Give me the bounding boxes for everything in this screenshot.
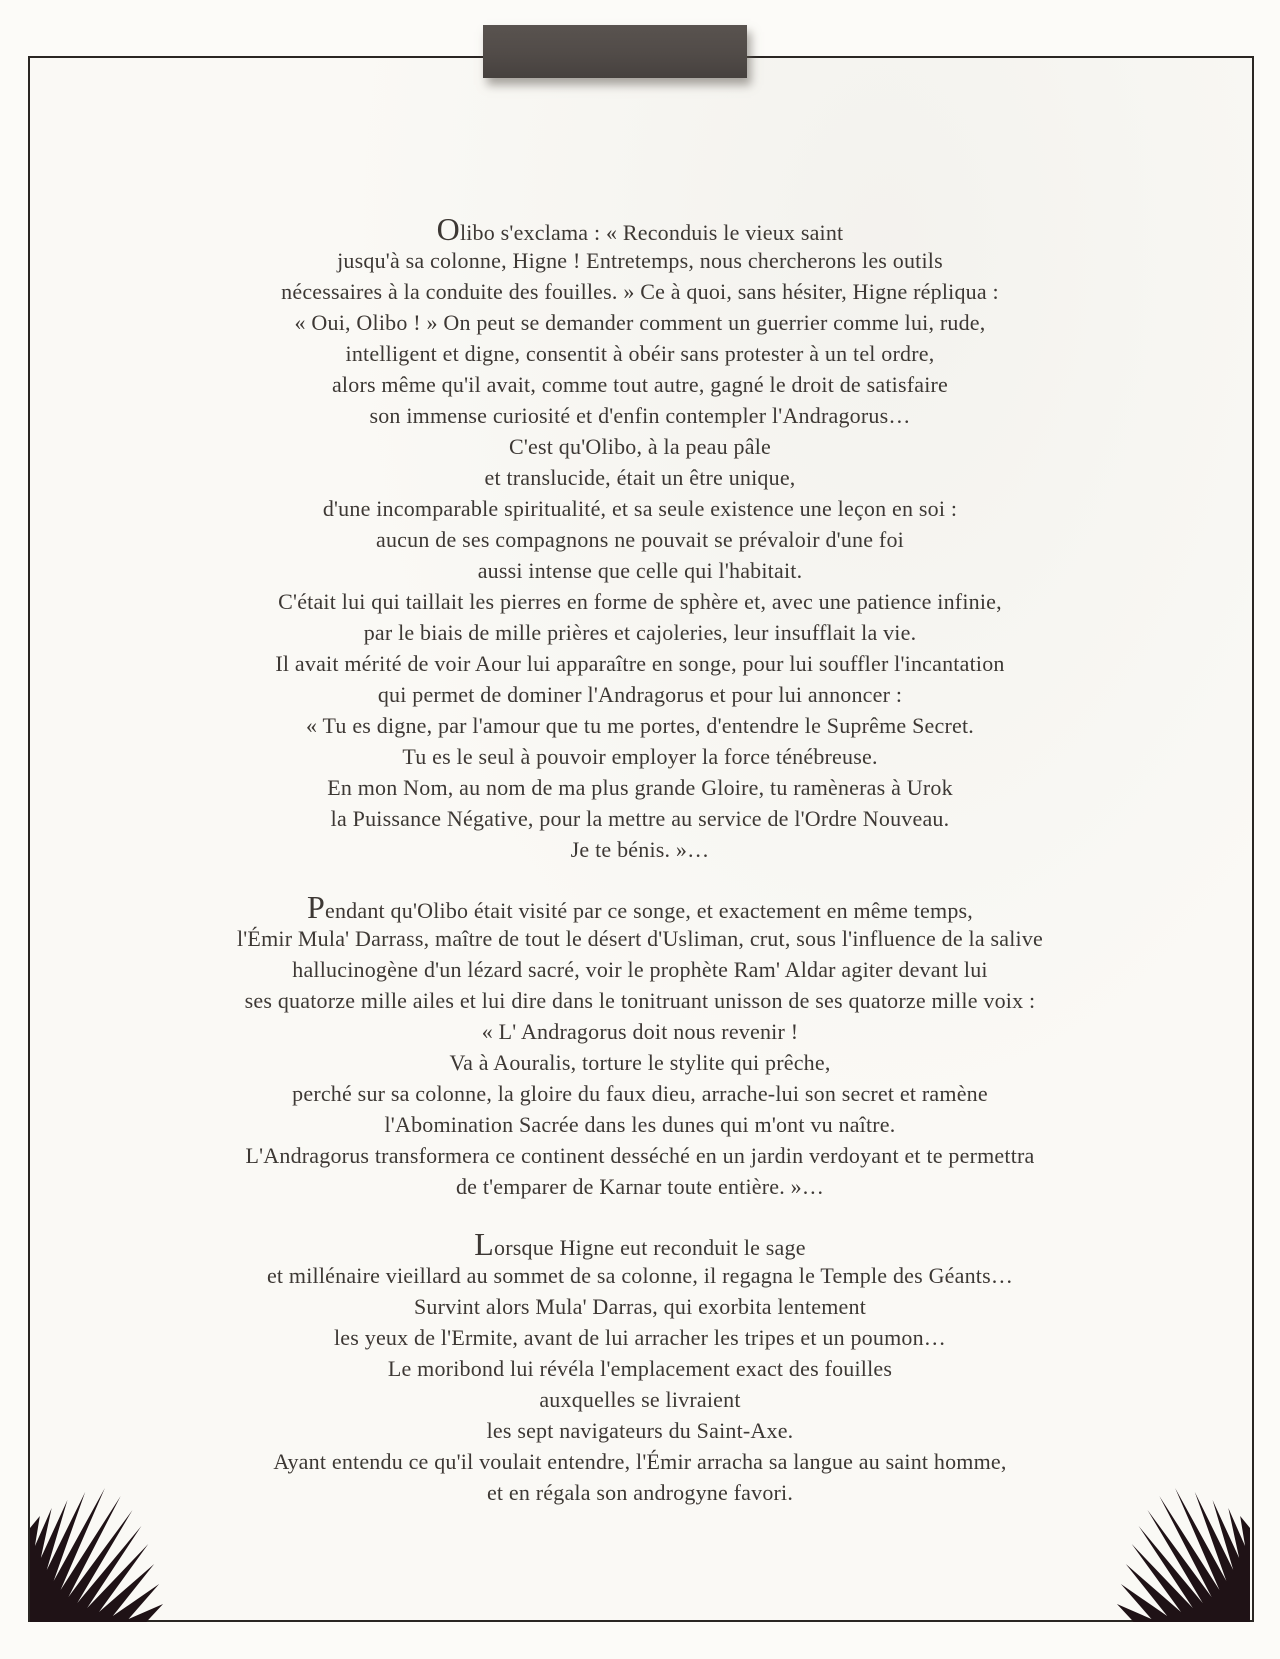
text-line: « L' Andragorus doit nous revenir ! — [481, 1019, 799, 1044]
text-line: l'Abomination Sacrée dans les dunes qui m'ont vu naître. — [384, 1112, 896, 1137]
text-line: de t'emparer de Karnar toute entière. »… — [455, 1174, 825, 1199]
drop-cap: O — [436, 211, 460, 247]
text-line: Le moribond lui révéla l'emplacement exact des fouilles — [387, 1356, 893, 1381]
text-line: et translucide, était un être unique, — [484, 465, 796, 490]
text-line: intelligent et digne, consentit à obéir sans protester à un tel ordre, — [345, 341, 935, 366]
text-line: les yeux de l'Ermite, avant de lui arracher les tripes et un poumon… — [334, 1325, 946, 1350]
text-line: En mon Nom, au nom de ma plus grande Gloire, tu ramèneras à Urok — [327, 775, 953, 800]
text-line: jusqu'à sa colonne, Higne ! Entretemps, nous chercherons les outils — [337, 248, 943, 273]
text-line: Tu es le seul à pouvoir employer la force ténébreuse. — [402, 744, 878, 769]
story-paragraph-1 — [140, 211, 1140, 865]
text-line: Il avait mérité de voir Aour lui apparaître en songe, pour lui souffler l'incantation — [275, 651, 1005, 676]
text-line: et millénaire vieillard au sommet de sa colonne, il regagna le Temple des Géants… — [266, 1263, 1014, 1288]
text-line: Lorsque Higne eut reconduit le sage — [474, 1226, 806, 1262]
text-line: aussi intense que celle qui l'habitait. — [477, 558, 803, 583]
text-line: Ayant entendu ce qu'il voulait entendre, l'Émir arracha sa langue au saint homme, — [273, 1449, 1007, 1474]
text-line: Va à Aouralis, torture le stylite qui prêche, — [449, 1050, 831, 1075]
text-line: par le biais de mille prières et cajoleries, leur insufflait la vie. — [363, 620, 917, 645]
text-line: C'est qu'Olibo, à la peau pâle — [509, 434, 771, 459]
text-line: d'une incomparable spiritualité, et sa seule existence une leçon en soi : — [322, 496, 958, 521]
text-line: et en régala son androgyne favori. — [486, 1480, 794, 1505]
text-line: Survint alors Mula' Darras, qui exorbita lentement — [413, 1294, 867, 1319]
top-label-block — [483, 25, 747, 78]
text-line: les sept navigateurs du Saint-Axe. — [486, 1418, 794, 1443]
text-line: Olibo s'exclama : « Reconduis le vieux saint — [436, 211, 844, 247]
text-line: nécessaires à la conduite des fouilles. » Ce à quoi, sans hésiter, Higne répliqua : — [281, 279, 999, 304]
text-line: auxquelles se livraient — [539, 1387, 741, 1412]
text-line: Pendant qu'Olibo était visité par ce songe, et exactement en même temps, — [307, 889, 973, 925]
text-line: « Oui, Olibo ! » On peut se demander comment un guerrier comme lui, rude, — [294, 310, 986, 335]
text-line: perché sur sa colonne, la gloire du faux dieu, arrache-lui son secret et ramène — [292, 1081, 988, 1106]
story-text — [140, 211, 1140, 1508]
text-line: C'était lui qui taillait les pierres en forme de sphère et, avec une patience infinie, — [278, 589, 1002, 614]
text-line: L'Andragorus transformera ce continent desséché en un jardin verdoyant et te permettra — [245, 1143, 1035, 1168]
story-paragraph-3 — [140, 1226, 1140, 1508]
text-line: aucun de ses compagnons ne pouvait se prévaloir d'une foi — [376, 527, 904, 552]
text-line: l'Émir Mula' Darrass, maître de tout le désert d'Usliman, crut, sous l'influence de la salive — [236, 926, 1044, 951]
text-line: qui permet de dominer l'Andragorus et pour lui annoncer : — [377, 682, 903, 707]
text-line: son immense curiosité et d'enfin contempler l'Andragorus… — [369, 403, 911, 428]
text-line: Je te bénis. »… — [570, 837, 710, 862]
text-line: ses quatorze mille ailes et lui dire dans le tonitruant unisson de ses quatorze mille voix : — [244, 988, 1036, 1013]
text-line: alors même qu'il avait, comme tout autre, gagné le droit de satisfaire — [331, 372, 949, 397]
corner-spikes-right-icon — [1112, 1482, 1250, 1622]
text-line: la Puissance Négative, pour la mettre au service de l'Ordre Nouveau. — [330, 806, 950, 831]
text-line: hallucinogène d'un lézard sacré, voir le prophète Ram' Aldar agiter devant lui — [292, 957, 988, 982]
story-paragraph-2 — [140, 889, 1140, 1202]
text-line: « Tu es digne, par l'amour que tu me portes, d'entendre le Suprême Secret. — [306, 713, 974, 738]
drop-cap: L — [474, 1226, 495, 1262]
drop-cap: P — [307, 889, 325, 925]
corner-spikes-left-icon — [30, 1482, 168, 1622]
